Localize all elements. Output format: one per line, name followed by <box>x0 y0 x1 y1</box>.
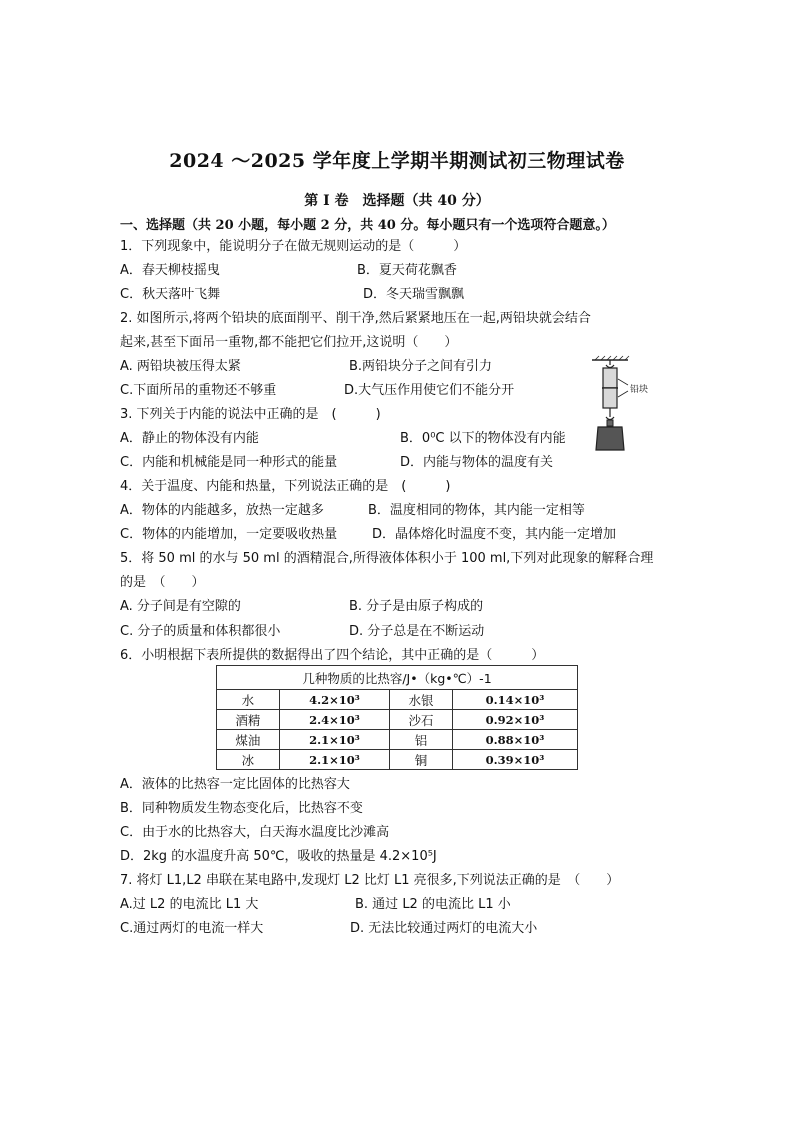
table-row <box>217 730 578 750</box>
q3-option-d: D．内能与物体的温度有关 <box>400 455 554 470</box>
lower-lead-block <box>603 388 617 408</box>
q5-option-b: B. 分子是由原子构成的 <box>349 599 484 614</box>
exam-title: 2024 ～2025 学年度上学期半期测试初三物理试卷 <box>169 150 625 172</box>
section-heading: 一、选择题（共 20 小题，每小题 2 分，共 40 分。每小题只有一个选项符合题意。） <box>120 218 615 233</box>
q2-option-a: A. 两铅块被压得太紧 <box>120 359 241 374</box>
q6-option-b: B．同种物质发生物态变化后，比热容不变 <box>120 801 363 816</box>
table-cell: 酒精 <box>217 710 280 730</box>
lead-blocks-figure <box>588 355 668 455</box>
q6-option-c: C．由于水的比热容大，白天海水温度比沙滩高 <box>120 825 390 840</box>
q3-option-c: C．内能和机械能是同一种形式的能量 <box>120 455 338 470</box>
q7-option-d: D. 无法比较通过两灯的电流大小 <box>350 921 538 936</box>
q2-option-d: D.大气压作用使它们不能分开 <box>344 383 515 398</box>
table-header: 几种物质的比热容/J•（kg•℃）-1 <box>217 666 578 690</box>
q7-option-a: A.过 L2 的电流比 L1 大 <box>120 897 259 912</box>
q5-option-a: A. 分子间是有空隙的 <box>120 599 241 614</box>
table-cell: 0.14×10³ <box>452 690 577 710</box>
table-row <box>217 750 578 770</box>
q1-option-b: B．夏天荷花飘香 <box>357 263 457 278</box>
table-cell: 煤油 <box>217 730 280 750</box>
q7-option-b: B. 通过 L2 的电流比 L1 小 <box>355 897 511 912</box>
q7-stem: 7. 将灯 L1,L2 串联在某电路中,发现灯 L2 比灯 L1 亮很多,下列说法正确的是 （ ） <box>120 873 620 888</box>
q7-option-c: C.通过两灯的电流一样大 <box>120 921 264 936</box>
table-cell: 沙石 <box>390 710 453 730</box>
q2-option-b: B.两铅块分子之间有引力 <box>349 359 493 374</box>
table-cell: 铝 <box>390 730 453 750</box>
table-row <box>217 690 578 710</box>
q2-option-c: C.下面所吊的重物还不够重 <box>120 383 277 398</box>
q5-stem-line1: 5．将 50 ml 的水与 50 ml 的酒精混合,所得液体体积小于 100 ml,下列对此现象的解释合理 <box>120 551 654 566</box>
q1-option-d: D．冬天瑞雪飘飘 <box>363 287 465 302</box>
q4-option-c: C．物体的内能增加，一定要吸收热量 <box>120 527 338 542</box>
ceiling-support-icon <box>592 356 629 368</box>
table-cell: 2.1×10³ <box>279 730 389 750</box>
hanging-weight <box>596 427 624 450</box>
q2-stem-line1: 2. 如图所示,将两个铅块的底面削平、削干净,然后紧紧地压在一起,两铅块就会结合 <box>120 311 591 326</box>
q4-option-a: A．物体的内能越多，放热一定越多 <box>120 503 324 518</box>
q3-option-b: B．0⁰C 以下的物体没有内能 <box>400 431 566 446</box>
q6-option-d: D．2kg 的水温度升高 50℃，吸收的热量是 4.2×10⁵J <box>120 849 437 864</box>
upper-lead-block <box>603 368 617 388</box>
figure-label: 铅块 <box>630 384 649 394</box>
q3-option-a: A．静止的物体没有内能 <box>120 431 259 446</box>
q1-option-a: A．春天柳枝摇曳 <box>120 263 220 278</box>
q6-stem: 6．小明根据下表所提供的数据得出了四个结论，其中正确的是（ ） <box>120 648 545 663</box>
table-cell: 0.88×10³ <box>452 730 577 750</box>
table-cell: 2.4×10³ <box>279 710 389 730</box>
part-heading: 第 I 卷 选择题（共 40 分） <box>304 193 490 209</box>
q1-stem: 1．下列现象中，能说明分子在做无规则运动的是（ ） <box>120 239 467 254</box>
table-row <box>217 710 578 730</box>
table-cell: 冰 <box>217 750 280 770</box>
q5-stem-line2: 的是 （ ） <box>120 575 205 590</box>
table-cell: 2.1×10³ <box>279 750 389 770</box>
q3-stem: 3. 下列关于内能的说法中正确的是 ( ) <box>120 407 381 422</box>
q5-option-d: D. 分子总是在不断运动 <box>349 624 485 639</box>
q5-option-c: C. 分子的质量和体积都很小 <box>120 624 281 639</box>
q6-option-a: A．液体的比热容一定比固体的比热容大 <box>120 777 350 792</box>
table-cell: 水 <box>217 690 280 710</box>
table-cell: 0.92×10³ <box>452 710 577 730</box>
specific-heat-table <box>216 665 578 770</box>
q1-option-c: C．秋天落叶飞舞 <box>120 287 221 302</box>
q4-option-d: D．晶体熔化时温度不变，其内能一定增加 <box>372 527 617 542</box>
table-cell: 水银 <box>390 690 453 710</box>
label-leader-line <box>618 379 628 385</box>
q2-stem-line2: 起来,甚至下面吊一重物,都不能把它们拉开,这说明（ ） <box>120 335 458 350</box>
q4-option-b: B．温度相同的物体，其内能一定相等 <box>368 503 585 518</box>
q4-stem: 4．关于温度、内能和热量，下列说法正确的是 ( ) <box>120 479 451 494</box>
table-cell: 0.39×10³ <box>452 750 577 770</box>
table-cell: 铜 <box>390 750 453 770</box>
table-cell: 4.2×10³ <box>279 690 389 710</box>
